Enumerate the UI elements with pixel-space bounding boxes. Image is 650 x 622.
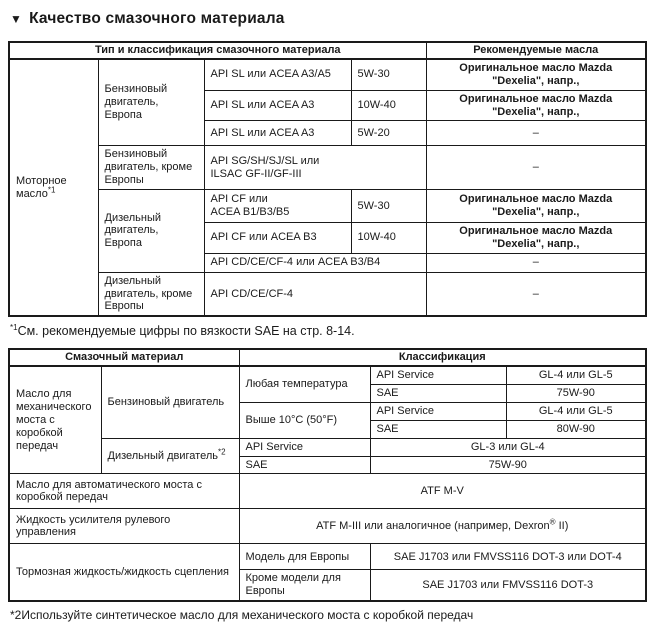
header-type-classification: Тип и классификация смазочного материала <box>9 42 426 59</box>
cell-api-class: API CD/CE/CF-4 или ACEA B3/B4 <box>204 253 426 272</box>
table-row <box>9 544 646 570</box>
cell-api-class: API SG/SH/SJ/SL или ILSAC GF-II/GF-III <box>204 146 426 190</box>
cell-spec-key: SAE <box>370 385 506 403</box>
cell-engine-petrol-europe: Бензиновый двигатель, Европа <box>98 59 204 146</box>
cell-any-temperature: Любая температура <box>239 366 370 402</box>
cell-recommended-oil: Оригинальное масло Mazda "Dexelia", напр., <box>426 59 646 90</box>
gear-table-header-row <box>9 349 646 366</box>
steering-value-text-end: II) <box>555 520 569 533</box>
cell-non-europe-model: Кроме модели для Европы <box>239 570 370 601</box>
cell-engine-diesel-non-europe: Дизельный двигатель, кроме Европы <box>98 272 204 316</box>
cell-above-10c: Выше 10°C (50°F) <box>239 403 370 439</box>
cell-api-class: API SL или ACEA A3 <box>204 90 351 121</box>
cell-viscosity: 5W-30 <box>351 59 426 90</box>
cell-viscosity: 5W-30 <box>351 190 426 223</box>
table-row <box>9 509 646 544</box>
cell-power-steering-value <box>239 509 646 544</box>
cell-power-steering-fluid: Жидкость усилителя рулевого управления <box>9 509 239 544</box>
table-row <box>9 272 646 316</box>
cell-spec-value: 80W-90 <box>506 420 646 438</box>
cell-spec-key: SAE <box>370 420 506 438</box>
cell-spec-key: SAE <box>239 456 370 474</box>
cell-api-class: API CD/CE/CF-4 <box>204 272 426 316</box>
gearbox-lubricant-table <box>8 348 647 602</box>
table-row <box>9 59 646 90</box>
cell-api-class: API CF или ACEA B3 <box>204 223 351 254</box>
diesel-footnote-ref: *2 <box>217 447 226 457</box>
oil-table-header-row <box>9 42 646 59</box>
footnote-synthetic-oil: *2Используйте синтетическое масло для механического моста с коробкой передач <box>10 608 474 622</box>
cell-diesel-engine <box>101 438 239 474</box>
cell-recommended-oil: – <box>426 253 646 272</box>
cell-recommended-oil: Оригинальное масло Mazda "Dexelia", напр., <box>426 90 646 121</box>
cell-api-class: API CF или ACEA B1/B3/B5 <box>204 190 351 223</box>
footnote-viscosity-text: См. рекомендуемые цифры по вязкости SAE на стр. 8-14. <box>17 324 355 339</box>
section-title-text: Качество смазочного материала <box>29 10 285 27</box>
table-row <box>9 146 646 190</box>
cell-viscosity: 10W-40 <box>351 90 426 121</box>
footnote-ref-1: *1 <box>10 323 18 333</box>
cell-auto-transaxle-value: ATF M-V <box>239 474 646 509</box>
cell-spec-key: API Service <box>239 438 370 456</box>
cell-brake-clutch-fluid: Тормозная жидкость/жидкость сцепления <box>9 544 239 601</box>
table-row <box>9 190 646 223</box>
cell-viscosity: 10W-40 <box>351 223 426 254</box>
cell-recommended-oil: – <box>426 121 646 146</box>
oil-quality-table <box>8 41 647 317</box>
cell-spec-value: GL-4 или GL-5 <box>506 366 646 384</box>
cell-viscosity: 5W-20 <box>351 121 426 146</box>
motor-oil-label: Моторное масло <box>16 174 67 200</box>
cell-api-class: API SL или ACEA A3 <box>204 121 351 146</box>
header-classification: Классификация <box>239 349 646 366</box>
cell-api-class: API SL или ACEA A3/A5 <box>204 59 351 90</box>
section-title <box>10 10 645 28</box>
cell-europe-model: Модель для Европы <box>239 544 370 570</box>
diesel-engine-label: Дизельный двигатель <box>107 449 218 462</box>
cell-spec-value: GL-4 или GL-5 <box>506 403 646 421</box>
cell-engine-petrol-non-europe: Бензиновый двигатель, кроме Европы <box>98 146 204 190</box>
cell-europe-model-value: SAE J1703 или FMVSS116 DOT-3 или DOT-4 <box>370 544 646 570</box>
cell-non-europe-model-value: SAE J1703 или FMVSS116 DOT-3 <box>370 570 646 601</box>
header-recommended-oils: Рекомендуемые масла <box>426 42 646 59</box>
cell-recommended-oil: – <box>426 146 646 190</box>
header-lubricant: Смазочный материал <box>9 349 239 366</box>
cell-petrol-engine: Бензиновый двигатель <box>101 366 239 438</box>
cell-recommended-oil: – <box>426 272 646 316</box>
triangle-marker-icon: ▼ <box>10 12 23 26</box>
cell-recommended-oil: Оригинальное масло Mazda "Dexelia", напр., <box>426 190 646 223</box>
steering-value-text: ATF M-III или аналогичное (например, Dexron <box>316 520 550 533</box>
cell-manual-transaxle-oil: Масло для механического моста с коробкой передач <box>9 366 101 474</box>
cell-spec-key: API Service <box>370 366 506 384</box>
cell-recommended-oil: Оригинальное масло Mazda "Dexelia", напр., <box>426 223 646 254</box>
cell-spec-value: 75W-90 <box>506 385 646 403</box>
cell-auto-transaxle-oil: Масло для автоматического моста с коробкой передач <box>9 474 239 509</box>
table-row <box>9 438 646 456</box>
cell-engine-diesel-europe: Дизельный двигатель, Европа <box>98 190 204 273</box>
cell-spec-key: API Service <box>370 403 506 421</box>
registered-trademark-icon: ® <box>549 517 556 527</box>
table-row <box>9 474 646 509</box>
cell-motor-oil <box>9 59 98 316</box>
cell-spec-value: 75W-90 <box>370 456 646 474</box>
footnote-viscosity <box>10 324 645 338</box>
cell-spec-value: GL-3 или GL-4 <box>370 438 646 456</box>
motor-oil-footnote-ref: *1 <box>47 185 56 194</box>
table-row <box>9 366 646 384</box>
